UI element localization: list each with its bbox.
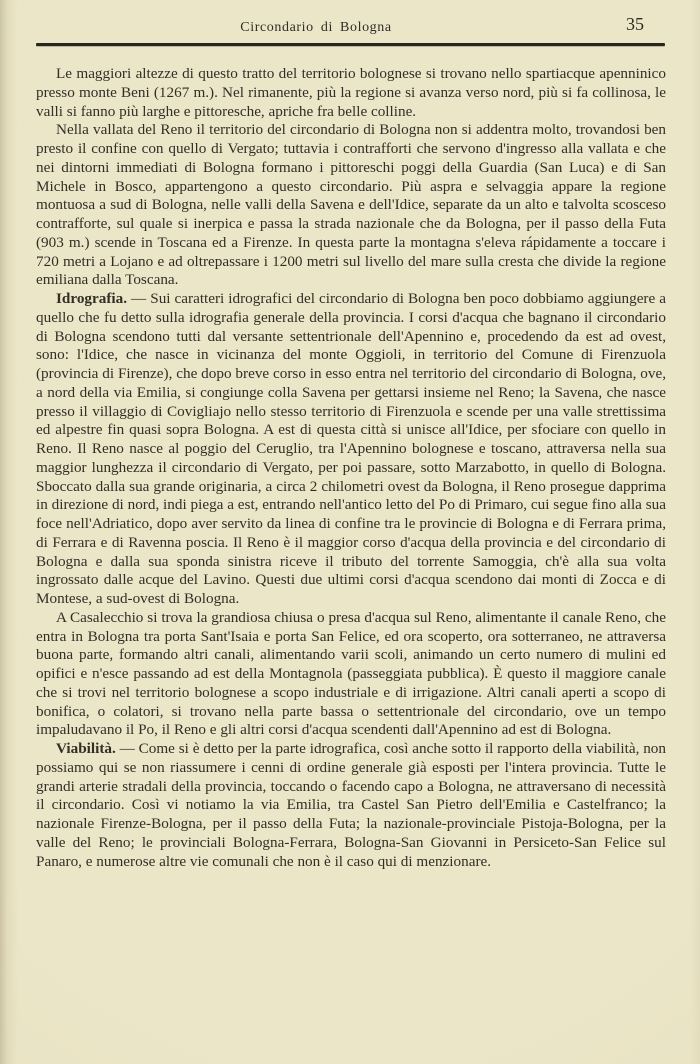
paragraph-casalecchio — [36, 609, 666, 740]
paragraph-vallata-reno — [36, 121, 666, 290]
paragraph-body: — Sui caratteri idrografici del circondario di Bologna ben poco dobbiamo aggiungere a quello che fu detto sulla idrografia generale della provincia. I corsi d'acqua che bagnano il circondario di Bologna scendono tutti dal versante settentrionale dell'Apennino e, procedendo da est ad ovest, sono: l'Idice, che nasce in vicinanza del monte Oggioli, in territorio del Comune di Firenzuola (provincia di Firenze), che dopo breve corso in esso entra nel territorio del circondario di Bologna, ove, a nord della via Emilia, si congiunge colla Savena per gettarsi insieme nel Reno; la Savena, che nasce presso il villaggio di Covigliajo nello stesso territorio di Firenzuola e scende per una valle strettissima ed alpestre fin quasi sopra Bologna. A est di questa città si unisce all'Idice, per sfociare con quello in Reno. Il Reno nasce al poggio del Ceruglio, tra l'Apennino bolognese e toscano, attraversa nella sua maggior lunghezza il circondario di Vergato, per poi passare, sotto Marzabotto, in quello di Bologna. Sboccato dalla sua grande originaria, a circa 2 chilometri ovest da Bologna, il Reno prosegue dapprima in direzione di nord, indi piega a est, entrando nell'antico letto del Po di Primaro, cui segue fino alla sua foce nell'Adriatico, dopo aver servito da linea di confine tra le provincie di Bologna e di Ferrara prima, di Ferrara e di Ravenna poscia. Il Reno è il maggior corso d'acqua della provincia e del circondario di Bologna e dalla sua sponda sinistra riceve il tributo del torrente Samoggia, ch'è alla sua volta ingrossato dalle acque del Lavino. Questi due ultimi corsi d'acqua scendono dai monti di Zocca e di Montese, a sud-ovest di Bologna. — [36, 290, 666, 607]
paragraph-body: — Come si è detto per la parte idrografica, così anche sotto il rapporto della viabilità, non possiamo qui se non riassumere i cenni di ordine generale già esposti per l'intera provincia. Tutte le grandi arterie stradali della provincia, toccando o facendo capo a Bologna, ne attraversano di necessità il circondario. Così vi notiamo la via Emilia, tra Castel San Pietro dell'Emilia e Castelfranco; la nazionale Firenze-Bologna, per il passo della Futa; la nazionale-provinciale Pistoja-Bologna, per la valle del Reno; le provinciali Bologna-Ferrara, Bologna-San Giovanni in Persiceto-San Felice sul Panaro, e numerose altre vie comunali che non è il caso qui di menzionare. — [36, 740, 666, 870]
header-rule — [36, 43, 665, 46]
paragraph-body: A Casalecchio si trova la grandiosa chiusa o presa d'acqua sul Reno, alimentante il canale Reno, che entra in Bologna tra porta Sant'Isaia e porta San Felice, ed ora scoperto, ora sotterraneo, ne attraversa buona parte, formando altri canali, alimentando varii scoli, animando un certo numero di mulini ed opifici e n'esce passando ad est della Montagnola (passeggiata pubblica). È questo il maggiore canale che si trovi nel territorio bolognese a scopo industriale e di irrigazione. Altri canali aperti a scopo di bonifica, o colatori, si trovano nella parte bassa o settentrionale del circondario, ove un tempo impaludavano il Po, il Reno e gli altri corsi d'acqua scendenti dall'Apennino ad est di Bologna. — [36, 608, 666, 739]
paragraph-viabilita — [36, 740, 666, 871]
paragraph-body: Le maggiori altezze di questo tratto del territorio bolognese si trovano nello spartiacque apenninico presso monte Beni (1267 m.). Nel rimanente, più la regione si avanza verso nord, più si fa collinosa, le valli si fanno più larghe e pittoresche, apriche fra belle colline. — [36, 65, 666, 120]
page-number: 35 — [626, 14, 644, 34]
body-text — [36, 65, 666, 871]
paragraph-lead-idrografia: Idrografia. — [56, 290, 128, 307]
paragraph-idrografia — [36, 290, 666, 609]
paragraph-body: Nella vallata del Reno il territorio del circondario di Bologna non si addentra molto, trovandosi ben presto il confine con quello di Vergato; tuttavia i contrafforti che servono d'ingresso alla vallata e che nei dintorni immediati di Bologna formano i pittoreschi poggi della Guardia (San Luca) e di San Michele in Bosco, appartengono a questo circondario. Più aspra e selvaggia appare la regione montuosa a sud di Bologna, nelle valli della Savena e dell'Idice, separate da un alto e talvolta scosceso contrafforte, sul quale si inerpica e passa la strada nazionale che da Bologna, per il passo della Futa (903 m.) scende in Toscana ed a Firenze. In questa parte la montagna s'eleva rápidamente a toccare i 720 metri a Lojano e ad oltrepassare i 1200 metri sul livello del mare sulla cresta che divide la regione emiliana dalla Toscana. — [36, 121, 666, 289]
running-head-title: Circondario di Bologna — [240, 20, 392, 35]
paragraph-lead-viabilita: Viabilità. — [56, 740, 116, 757]
paragraph-altezze — [36, 65, 666, 121]
running-head — [36, 14, 666, 38]
